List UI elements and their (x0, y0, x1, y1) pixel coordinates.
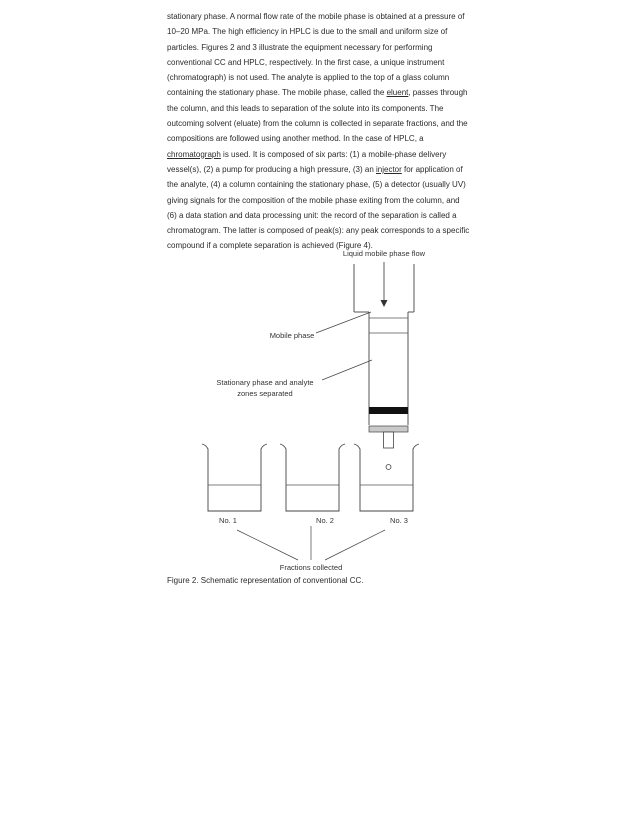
text-line: outcoming solvent (eluate) from the column is collected in separate fractions, and the (167, 119, 468, 129)
mobile-phase-label: Mobile phase (269, 331, 315, 340)
cc-schematic-figure (190, 240, 450, 570)
chromatograph-link[interactable]: chromatograph (167, 149, 221, 159)
text-line: compositions are followed using another method. In the case of HPLC, a (167, 134, 424, 144)
eluate-drop (386, 465, 391, 470)
text-line: stationary phase. A normal flow rate of the mobile phase is obtained at a pressure of (167, 12, 465, 21)
column-outlet-tip (384, 432, 394, 448)
beaker-3-label: No. 3 (390, 516, 408, 525)
text-line: chromatogram. The latter is composed of peak(s): any peak corresponds to a specific (167, 226, 470, 236)
fraction-1-pointer (237, 530, 298, 560)
fractions-collected-label: Fractions collected (279, 563, 343, 570)
text-line: the column, and this leads to separation of the solute into its components. The (167, 103, 444, 113)
eluent-link[interactable]: eluent (386, 88, 409, 98)
beaker-1-label: No. 1 (219, 516, 237, 525)
flow-label: Liquid mobile phase flow (342, 249, 426, 258)
column-frit (369, 426, 408, 432)
text-span: is used. It is composed of six parts: (1) a mobile-phase delivery (220, 149, 447, 159)
fraction-3-pointer (325, 530, 385, 560)
text-line: compound if a complete separation is achieved (Figure 4). (167, 241, 373, 251)
stationary-phase-pointer (322, 360, 372, 380)
text-span: for application of (401, 164, 463, 174)
beaker-1 (202, 444, 267, 511)
mobile-phase-pointer (316, 312, 371, 333)
beaker-2 (280, 444, 345, 511)
text-line: conventional CC and HPLC, respectively. In the first case, a unique instrument (167, 57, 445, 67)
text-span: , passes through (408, 88, 468, 98)
figure-caption: Figure 2. Schematic representation of conventional CC. (167, 576, 364, 585)
cc-schematic-svg (190, 240, 450, 570)
flow-arrow-head (381, 300, 388, 307)
body-paragraph (167, 9, 475, 254)
beaker-3 (354, 444, 419, 511)
text-line: particles. Figures 2 and 3 illustrate the equipment necessary for performing (167, 42, 433, 52)
stationary-phase-label-1: Stationary phase and analyte (216, 378, 314, 387)
injector-link[interactable]: injector (375, 164, 402, 174)
text-line (167, 147, 475, 162)
text-span: containing the stationary phase. The mobile phase, called the (167, 88, 387, 98)
beaker-2-label: No. 2 (316, 516, 334, 525)
text-line: giving signals for the composition of the mobile phase exiting from the column, and (167, 195, 460, 205)
text-line (167, 85, 475, 100)
text-span: vessel(s), (2) a pump for producing a high pressure, (3) an (167, 164, 376, 174)
stationary-phase-label-2: zones separated (237, 389, 293, 398)
text-line: 10–20 MPa. The high efficiency in HPLC is due to the small and uniform size of (167, 27, 448, 37)
analyte-zone-band (369, 407, 408, 414)
text-line: (chromatograph) is not used. The analyte is applied to the top of a glass column (167, 73, 450, 83)
text-line (167, 162, 475, 177)
text-line: (6) a data station and data processing unit: the record of the separation is called a (167, 210, 457, 220)
text-line: the analyte, (4) a column containing the stationary phase, (5) a detector (usually UV) (167, 180, 466, 190)
